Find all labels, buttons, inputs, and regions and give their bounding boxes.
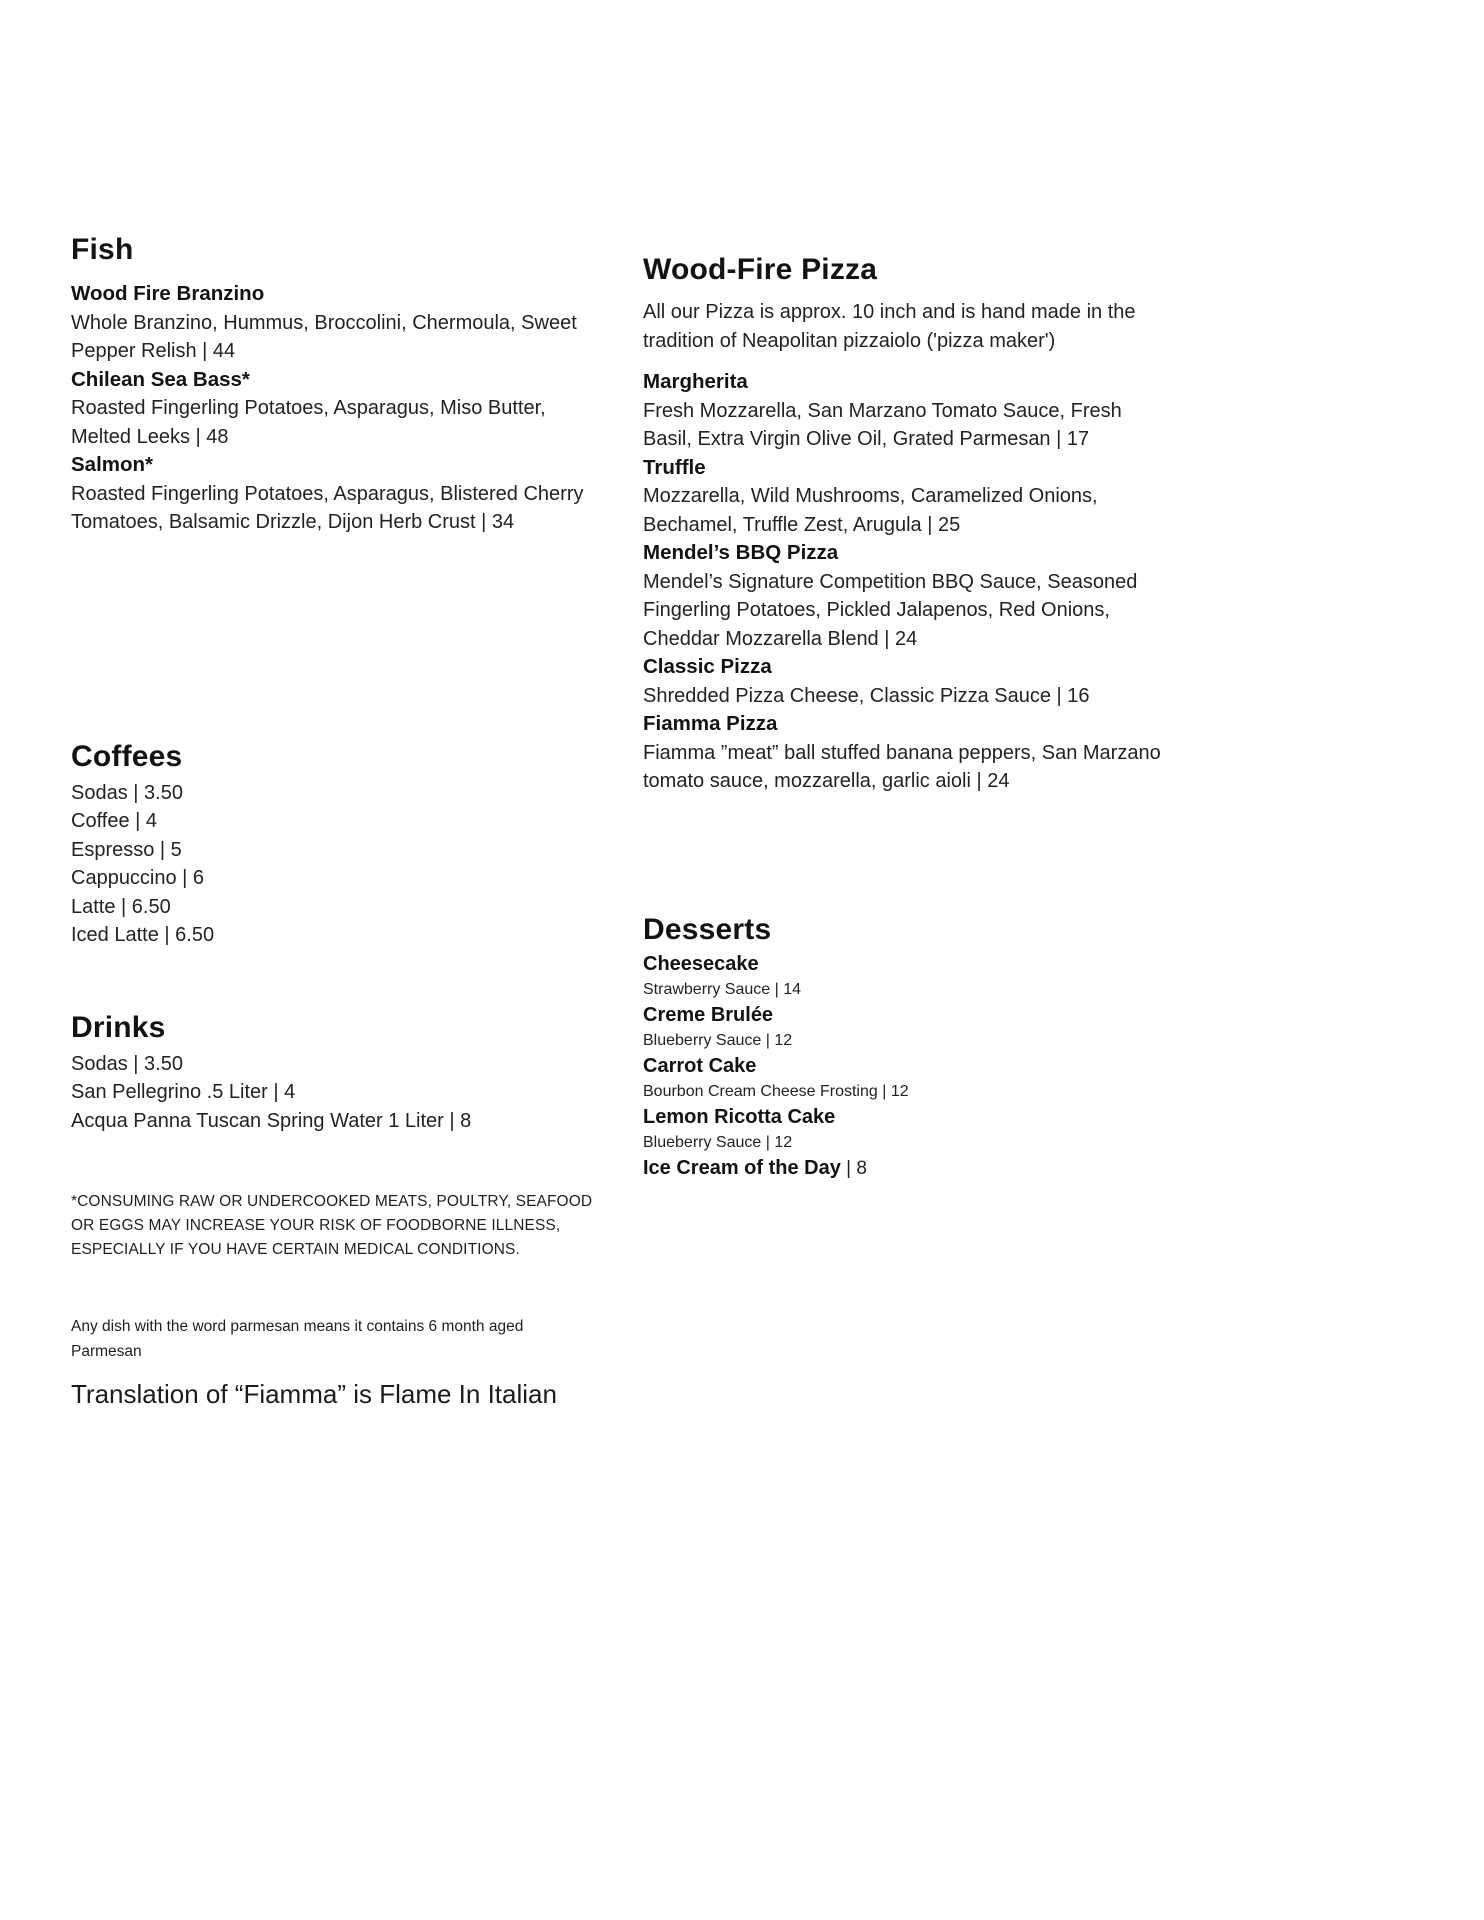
pizza-items [643, 368, 1171, 796]
coffees-section-title: Coffees [71, 739, 183, 773]
fish-section [71, 230, 598, 537]
menu-item [643, 1105, 1171, 1156]
menu-item [643, 1156, 1171, 1182]
menu-item [643, 653, 1171, 710]
pizza-section-title: Wood-Fire Pizza [643, 253, 878, 286]
menu-item [643, 952, 1171, 1003]
list-item: Sodas | 3.50 [71, 1052, 183, 1075]
item-description: Whole Branzino, Hummus, Broccolini, Chermoula, Sweet Pepper Relish | 44 [71, 311, 577, 362]
list-item: Espresso | 5 [71, 838, 182, 861]
item-description: Mendel’s Signature Competition BBQ Sauce, Seasoned Fingerling Potatoes, Pickled Jalapenos, Red Onions, Cheddar Mozzarella Blend | 24 [643, 570, 1138, 650]
drinks-items [71, 1050, 598, 1136]
item-description: Blueberry Sauce | 12 [643, 1032, 793, 1049]
drinks-section-title: Drinks [71, 1010, 166, 1044]
menu-item [643, 454, 1171, 540]
list-item: San Pellegrino .5 Liter | 4 [71, 1081, 296, 1103]
item-description: Shredded Pizza Cheese, Classic Pizza Sauce | 16 [643, 684, 1090, 707]
fish-section-title: Fish [71, 233, 134, 266]
fiamma-translation-note: Translation of “Fiamma” is Flame In Italian [71, 1379, 557, 1409]
item-description: Blueberry Sauce | 12 [643, 1134, 793, 1151]
parmesan-note: Any dish with the word parmesan means it contains 6 month aged Parmesan [71, 1318, 524, 1360]
list-item: Latte | 6.50 [71, 895, 171, 918]
pizza-intro-text: All our Pizza is approx. 10 inch and is hand made in the tradition of Neapolitan pizzaiolo ('pizza maker') [643, 301, 1136, 352]
item-name: Ice Cream of the Day [643, 1156, 841, 1179]
menu-item [643, 368, 1171, 454]
left-column [71, 0, 598, 1412]
item-name: Fiamma Pizza [643, 712, 778, 735]
list-item: Iced Latte | 6.50 [71, 924, 215, 946]
item-description: Roasted Fingerling Potatoes, Asparagus, Miso Butter, Melted Leeks | 48 [71, 397, 546, 448]
desserts-section-title: Desserts [643, 912, 772, 946]
item-name: Classic Pizza [643, 655, 772, 678]
drinks-section [71, 1008, 598, 1136]
item-name: Lemon Ricotta Cake [643, 1105, 836, 1128]
item-description: Fiamma ”meat” ball stuffed banana peppers, San Marzano tomato sauce, mozzarella, garlic aioli | 24 [643, 741, 1161, 792]
item-name: Salmon* [71, 453, 154, 476]
menu-item [71, 366, 598, 452]
item-name: Truffle [643, 455, 706, 479]
right-column [643, 0, 1171, 1181]
item-description: Fresh Mozzarella, San Marzano Tomato Sauce, Fresh Basil, Extra Virgin Olive Oil, Grated Parmesan | 17 [643, 399, 1122, 450]
item-name: Carrot Cake [643, 1054, 757, 1077]
raw-food-disclaimer: *CONSUMING RAW OR UNDERCOOKED MEATS, POULTRY, SEAFOOD OR EGGS MAY INCREASE YOUR RISK OF FOODBORNE ILLNESS, ESPECIALLY IF YOU HAVE CERTAIN MEDICAL CONDITIONS. [71, 1193, 593, 1258]
item-name: Wood Fire Branzino [71, 282, 265, 305]
pizza-section [643, 250, 1171, 796]
menu-item [643, 1003, 1171, 1054]
item-name: Mendel’s BBQ Pizza [643, 541, 839, 564]
item-price: | 8 [840, 1157, 867, 1179]
list-item: Coffee | 4 [71, 810, 157, 832]
item-description: Roasted Fingerling Potatoes, Asparagus, Blistered Cherry Tomatoes, Balsamic Drizzle, Dijon Herb Crust | 34 [71, 482, 584, 533]
menu-item [643, 710, 1171, 796]
coffees-items [71, 779, 598, 950]
item-name: Margherita [643, 370, 748, 393]
fish-items [71, 280, 598, 537]
item-name: Cheesecake [643, 952, 759, 975]
list-item: Sodas | 3.50 [71, 781, 183, 804]
desserts-section [643, 910, 1171, 1182]
list-item: Acqua Panna Tuscan Spring Water 1 Liter | 8 [71, 1109, 472, 1132]
item-description: Bourbon Cream Cheese Frosting | 12 [643, 1083, 909, 1100]
menu-item [71, 280, 598, 366]
item-description: Mozzarella, Wild Mushrooms, Caramelized Onions, Bechamel, Truffle Zest, Arugula | 25 [643, 485, 1098, 536]
menu-item [643, 539, 1171, 653]
item-name: Creme Brulée [643, 1003, 774, 1026]
menu-item [643, 1054, 1171, 1105]
menu-item [71, 451, 598, 537]
list-item: Cappuccino | 6 [71, 867, 205, 889]
item-name: Chilean Sea Bass* [71, 367, 250, 391]
item-description: Strawberry Sauce | 14 [643, 981, 802, 998]
coffees-section [71, 737, 598, 950]
desserts-items [643, 952, 1171, 1182]
